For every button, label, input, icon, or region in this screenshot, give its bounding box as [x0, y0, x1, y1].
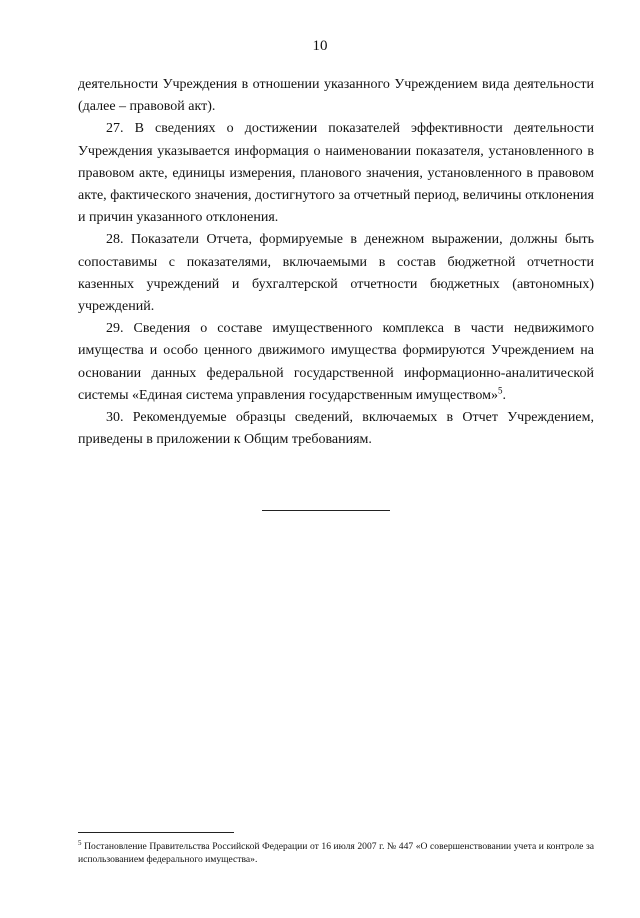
paragraph-29	[78, 318, 594, 407]
paragraph-suffix: .	[502, 387, 506, 403]
paragraph-continuation	[78, 74, 594, 118]
paragraph-30	[78, 407, 594, 451]
paragraph-text: 29. Сведения о составе имущественного комплекса в части недвижимого имущества и особо ценного движимого имущества формируются Учреждением на основании данных федеральной государственной информационно-аналитической системы «Единая система управления государственным имуществом»	[78, 321, 594, 403]
body-text	[78, 74, 594, 451]
paragraph-27	[78, 118, 594, 229]
page-number: 10	[312, 38, 328, 54]
section-divider	[262, 510, 390, 511]
paragraph-28	[78, 229, 594, 318]
paragraph-text: 28. Показатели Отчета, формируемые в денежном выражении, должны быть сопоставимы с показателями, включаемыми в состав бюджетной отчетности казенных учреждений и бухгалтерской отчетности бюджетных (автономных) учреждений.	[78, 232, 594, 315]
footnote-divider	[78, 832, 234, 833]
paragraph-text: 27. В сведениях о достижении показателей эффективности деятельности Учреждения указывается информация о наименовании показателя, установленного в правовом акте, единицы измерения, планового значения, установленного в правовом акте, фактического значения, достигнутого за отчетный период, величины отклонения и причин указанного отклонения.	[78, 121, 594, 226]
paragraph-text: деятельности Учреждения в отношении указанного Учреждением вида деятельности (далее – правовой акт).	[78, 77, 594, 115]
footnote-text: Постановление Правительства Российской Федерации от 16 июля 2007 г. № 447 «О совершенствовании учета и контроле за использованием федерального имущества».	[78, 841, 594, 865]
footnote	[78, 840, 594, 866]
footnote-reference[interactable]: 5	[498, 385, 503, 396]
paragraph-text: 30. Рекомендуемые образцы сведений, включаемых в Отчет Учреждением, приведены в приложении к Общим требованиям.	[78, 410, 594, 448]
footnote-marker: 5	[78, 838, 82, 847]
